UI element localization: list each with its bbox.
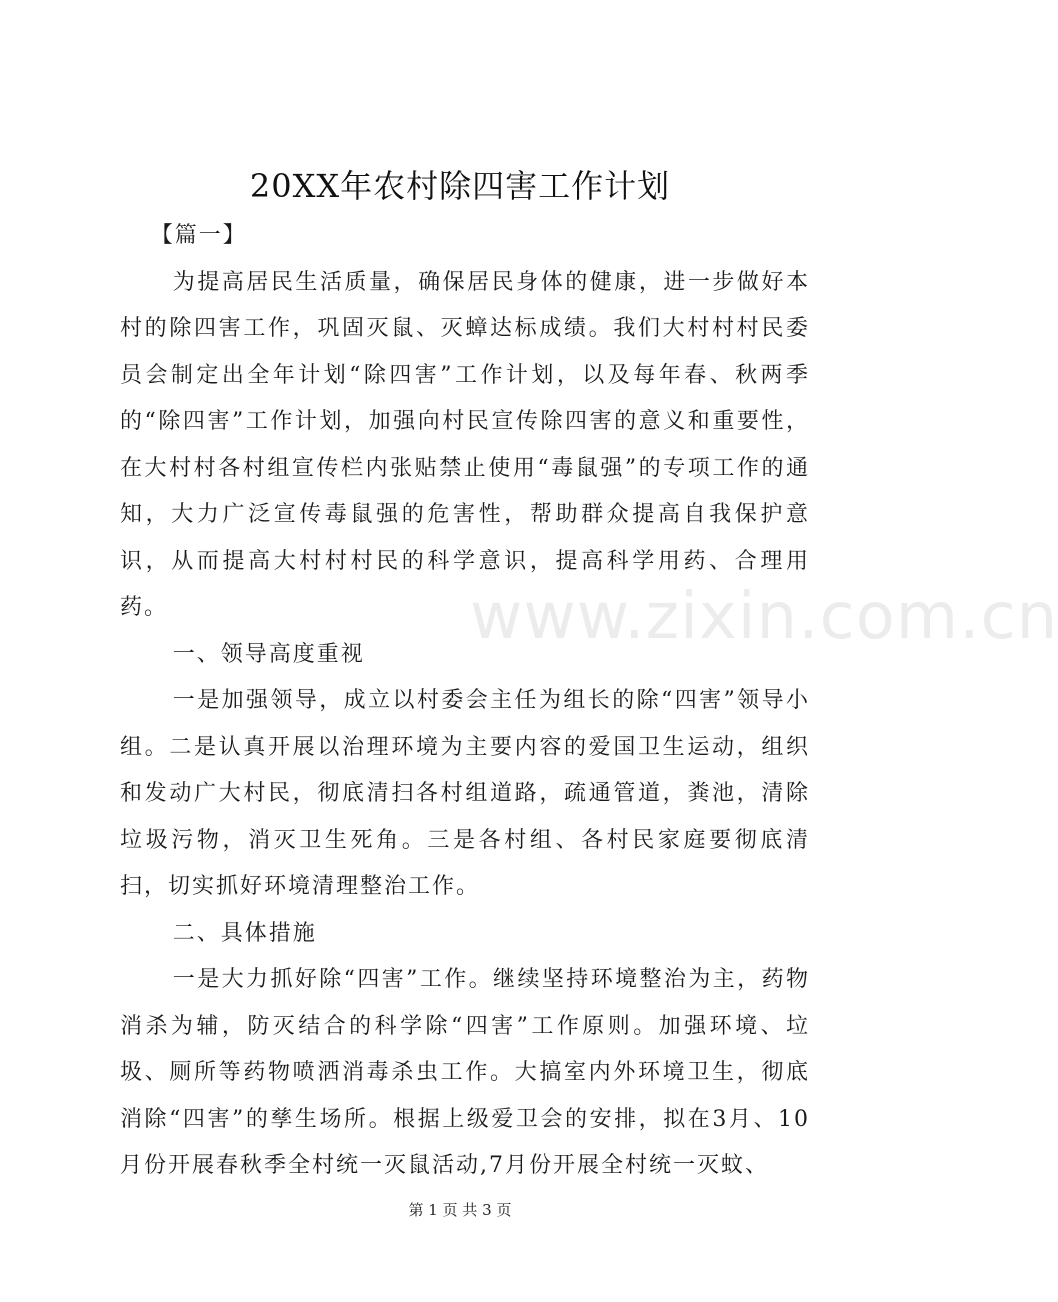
section-tag: 【篇一】 xyxy=(150,223,247,248)
paragraph-measures: 一是大力抓好除“四害”工作。继续坚持环境整治为主，药物消杀为辅，防灭结合的科学除“四害”工作原则。加强环境、垃圾、厕所等药物喷洒消毒杀虫工作。大搞室内外环境卫生，彻底消除“四害”的孳生场所。根据上级爱卫会的安排，拟在3月、10月份开展春秋季全村统一灭鼠活动,7月份开展全村统一灭蚊、 xyxy=(120,967,810,1178)
heading-leadership: 一、领导高度重视 xyxy=(172,641,365,667)
paragraph-leadership: 一是加强领导，成立以村委会主任为组长的除“四害”领导小组。二是认真开展以治理环境为主要内容的爱国卫生运动，组织和发动广大村民，彻底清扫各村组道路，疏通管道，粪池，清除垃圾污物，消灭卫生死角。三是各村组、各村民家庭要彻底清扫，切实抓好环境清理整治工作。 xyxy=(120,688,810,899)
watermark: www.zixin.com.cn xyxy=(470,580,1058,654)
heading-measures: 二、具体措施 xyxy=(172,920,317,946)
document-body xyxy=(120,213,810,1190)
page-footer: 第 1 页 共 3 页 xyxy=(408,1201,512,1219)
document-title: 20XX年农村除四害工作计划 xyxy=(249,167,671,205)
paragraph-intro: 为提高居民生活质量，确保居民身体的健康，进一步做好本村的除四害工作，巩固灭鼠、灭蟑达标成绩。我们大村村村民委员会制定出全年计划“除四害”工作计划，以及每年春、秋两季的“除四害”工作计划，加强向村民宣传除四害的意义和重要性，在大村村各村组宣传栏内张贴禁止使用“毒鼠强”的专项工作的通知，大力广泛宣传毒鼠强的危害性，帮助群众提高自我保护意识，从而提高大村村村民的科学意识，提高科学用药、合理用药。 xyxy=(120,269,810,620)
